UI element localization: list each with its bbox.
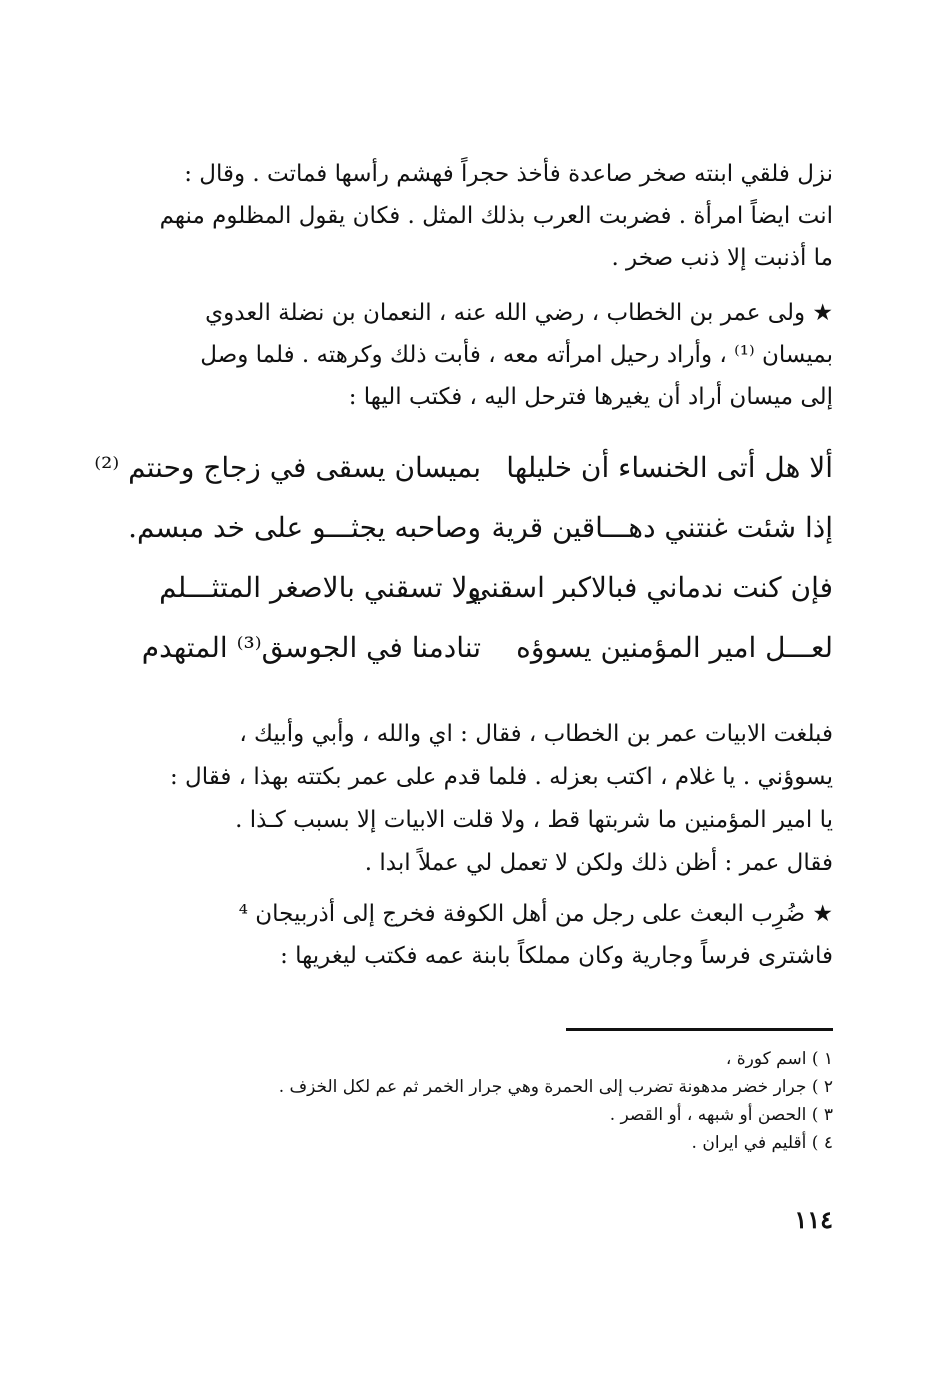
paragraph-numan-story — [161, 292, 833, 418]
text-line: فبلغت الابيات عمر بن الخطاب ، فقال : اي والله ، وأبي وأبيك ، — [239, 721, 833, 747]
text-line: يسوؤني . يا غلام ، اكتب بعزله . فلما قدم على عمر بكتته بهذا ، فقال : — [169, 764, 833, 790]
footnote: ٢ ) جرار خضر مدهونة تضرب إلى الحمرة وهي جرار الخمر ثم عم لكل الخزف . — [278, 1077, 833, 1097]
text-line: ما أذنبت إلا ذنب صخر . — [611, 245, 833, 271]
verse-first-hemistich: إذا شئت غنتني دهـــاقين قرية — [491, 511, 833, 544]
verse-first-hemistich: فإن كنت ندماني فبالاكبر اسقني — [467, 571, 833, 604]
page-number: ١١٤ — [794, 1205, 833, 1234]
footnote: ٣ ) الحصن أو شبهه ، أو القصر . — [609, 1105, 833, 1125]
text-line: نزل فلقي ابنته صخر صاعدة فأخذ حجراً فهشم رأسها فماتت . وقال : — [184, 161, 833, 187]
paragraph-sakhr-story — [161, 153, 833, 279]
text-line: إلى ميسان أراد أن يغيرها فترحل اليه ، فكتب اليها : — [348, 384, 833, 410]
text-line: انت ايضاً امرأة . فضربت العرب بذلك المثل . فكان يقول المظلوم منهم — [159, 203, 833, 229]
text-line: ★ ولى عمر بن الخطاب ، رضي الله عنه ، النعمان بن نضلة العدوي — [205, 300, 833, 326]
text-line: بميسان ⁽¹⁾ ، وأراد رحيل امرأته معه ، فأبت ذلك وكرهته . فلما وصل — [200, 342, 833, 368]
footnote-divider — [566, 1028, 833, 1031]
verse-first-hemistich: لعـــل امير المؤمنين يسوؤه — [516, 631, 833, 664]
verse-second-hemistich: تنادمنا في الجوسق⁽³⁾ المتهدم — [141, 631, 481, 664]
poem-verse — [128, 498, 833, 558]
poem-verse — [161, 558, 833, 618]
footnote: ١ ) اسم كورة ، — [725, 1049, 833, 1069]
poem-verse — [141, 618, 833, 678]
footnotes — [153, 1045, 833, 1157]
verse-second-hemistich: ولا تسقني بالاصغر المتثـــلم — [159, 571, 481, 604]
text-line: يا امير المؤمنين ما شربتها قط ، ولا قلت الابيات إلا بسبب كـذا . — [235, 807, 833, 833]
paragraph-kufa-man — [161, 893, 833, 977]
footnote: ٤ ) أقليم في ايران . — [691, 1133, 833, 1153]
verse-second-hemistich: وصاحبه يجثـــو على خد مبسم. — [128, 511, 481, 544]
poem — [94, 438, 833, 678]
text-line: فقال عمر : أظن ذلك ولكن لا تعمل لي عملاً ابدا . — [364, 850, 833, 876]
verse-second-hemistich: بميسان يسقى في زجاج وحنتم ⁽²⁾ — [94, 451, 481, 484]
verse-first-hemistich: ألا هل أتى الخنساء أن خليلها — [506, 451, 833, 484]
text-line: فاشترى فرساً وجارية وكان مملكاً بابنة عمه فكتب ليغريها : — [280, 943, 833, 969]
poem-verse — [94, 438, 833, 498]
paragraph-umar-response — [161, 713, 833, 885]
text-line: ★ ضُرِب البعث على رجل من أهل الكوفة فخرج إلى أذربيجان ⁴ — [238, 901, 833, 927]
